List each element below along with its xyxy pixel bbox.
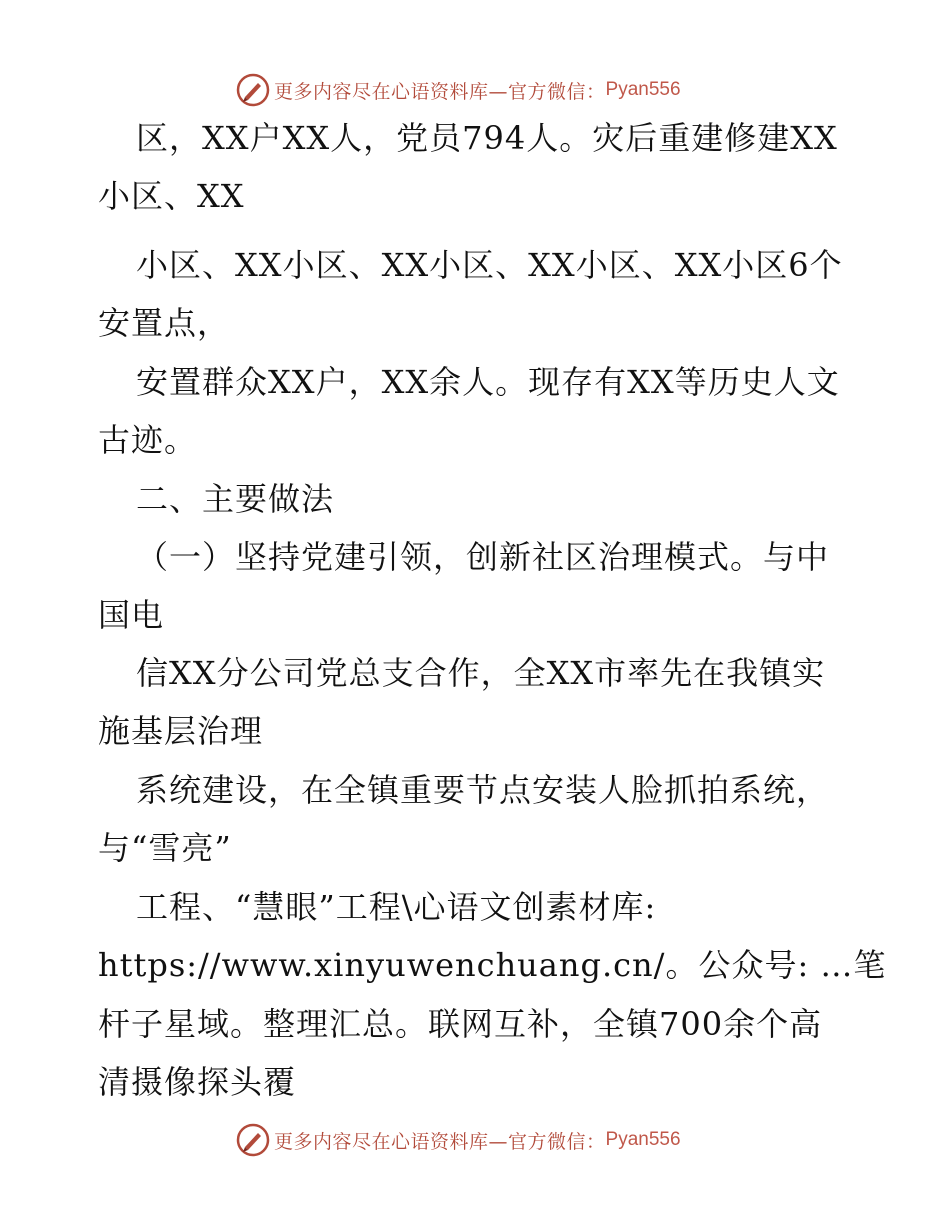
text-line: 安置群众XX户，XX余人。现存有XX等历史人文 xyxy=(136,363,840,401)
text-line: 小区、XX小区、XX小区、XX小区、XX小区6个 xyxy=(136,246,843,284)
text-line: 古迹。 xyxy=(98,421,198,459)
section-heading: 二、主要做法 xyxy=(136,480,335,518)
text-line: 安置点， xyxy=(98,304,231,342)
text-line: 施基层治理 xyxy=(98,712,264,750)
url-line: https://www.xinyuwenchuang.cn/。公众号: …笔 xyxy=(98,946,887,984)
footer-watermark xyxy=(236,1120,681,1160)
watermark-text: 更多内容尽在心语资料库—官方微信： xyxy=(274,80,606,103)
watermark-text: 更多内容尽在心语资料库—官方微信： xyxy=(274,1130,606,1153)
header-watermark xyxy=(236,70,681,110)
text-line: 工程、“慧眼”工程\心语文创素材库: xyxy=(136,888,657,926)
text-line: 信XX分公司党总支合作，全XX市率先在我镇实 xyxy=(136,654,826,692)
pen-logo-icon xyxy=(236,1123,270,1157)
text-line: 杆子星域。整理汇总。联网互补，全镇700余个高 xyxy=(98,1005,823,1043)
text-line: 系统建设，在全镇重要节点安装人脸抓拍系统， xyxy=(136,771,830,809)
text-line: 小区、XX xyxy=(98,177,245,215)
subsection-heading: （一）坚持党建引领，创新社区治理模式。与中 xyxy=(136,538,830,576)
text-line: 与“雪亮” xyxy=(98,829,232,867)
watermark-wechat-id: Pyan556 xyxy=(605,1129,681,1150)
watermark-wechat-id: Pyan556 xyxy=(605,79,681,100)
text-line: 国电 xyxy=(98,596,165,634)
pen-logo-icon xyxy=(236,73,270,107)
text-line: 清摄像探头覆 xyxy=(98,1063,297,1101)
text-line: 区，XX户XX人，党员794人。灾后重建修建XX xyxy=(136,119,838,157)
